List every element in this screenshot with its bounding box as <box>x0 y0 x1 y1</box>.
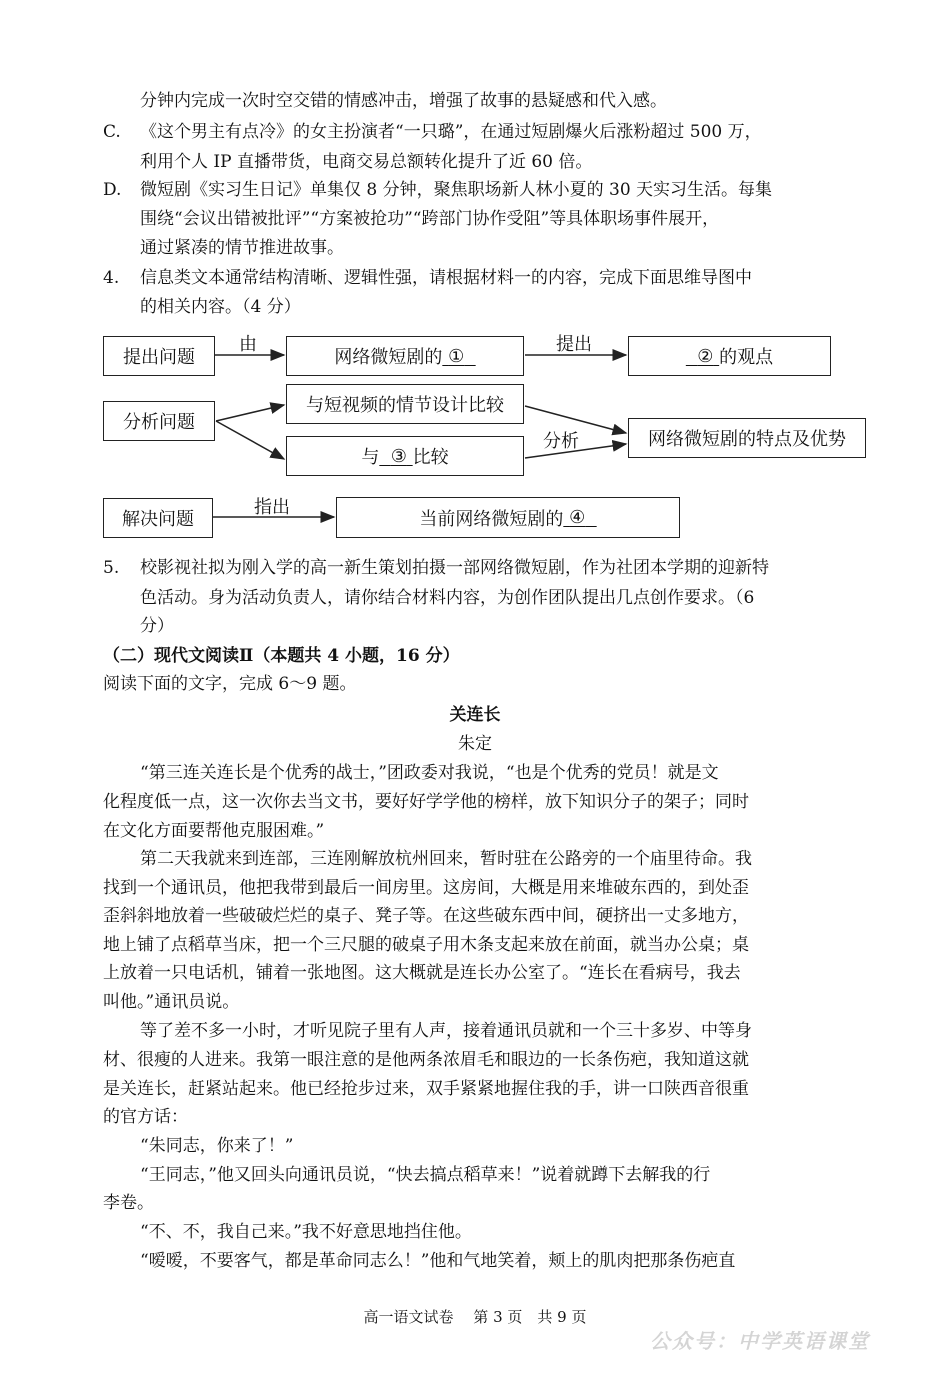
page-footer: 高一语文试卷 第 3 页 共 9 页 <box>363 1308 587 1326</box>
story-line: 叫他。”通讯员说。 <box>103 992 240 1012</box>
story-line: 找到一个通讯员，他把我带到最后一间房里。这房间，大概是用来堆破东西的，到处歪 <box>103 878 749 898</box>
q4-line: 信息类文本通常结构清晰、逻辑性强，请根据材料一的内容，完成下面思维导图中 <box>140 268 752 288</box>
label-by: 由 <box>239 334 257 355</box>
story-line: 化程度低一点，这一次你去当文书，要好好学学他的榜样，放下知识分子的架子；同时 <box>103 792 749 812</box>
section-instruction: 阅读下面的文字，完成 6～9 题。 <box>103 674 357 694</box>
story-line: 材、很瘦的人进来。我第一眼注意的是他两条浓眉毛和眼边的一长条伤疤，我知道这就 <box>103 1050 749 1070</box>
label-point-out: 指出 <box>254 497 290 518</box>
story-author: 朱定 <box>458 734 492 754</box>
intro-line: 分钟内完成一次时空交错的情感冲击，增强了故事的悬疑感和代入感。 <box>140 91 667 111</box>
blank2-slot: ② <box>697 345 714 367</box>
label-propose: 提出 <box>556 334 592 355</box>
blank4-slot: ④ <box>569 507 586 528</box>
watermark: 公众号：中学英语课堂 <box>650 1329 870 1353</box>
box-blank4 <box>336 497 680 538</box>
label-analysis: 分析 <box>543 431 579 452</box>
story-line: “嗳嗳，不要客气，都是革命同志么！”他和气地笑着，颊上的肌肉把那条伤疤直 <box>140 1251 736 1271</box>
q5-number: 5. <box>103 558 120 578</box>
q5-line: 校影视社拟为刚入学的高一新生策划拍摄一部网络微短剧，作为社团本学期的迎新特 <box>140 558 769 578</box>
blank3-prefix: 与 <box>361 447 380 468</box>
blank3-suffix: 比较 <box>412 447 449 468</box>
box-raise-label: 提出问题 <box>123 347 195 368</box>
blank1-prefix: 网络微短剧的 <box>334 347 443 368</box>
story-line: 地上铺了点稻草当床，把一个三尺腿的破桌子用木条支起来放在前面，就当办公桌；桌 <box>103 935 749 955</box>
story-line: 是关连长，赶紧站起来。他已经抢步过来，双手紧紧地握住我的手，讲一口陕西音很重 <box>103 1079 749 1099</box>
option-c-label: C. <box>103 122 121 142</box>
q4-number: 4. <box>103 268 120 288</box>
option-d-label: D. <box>103 180 122 200</box>
story-line: 李卷。 <box>103 1193 154 1213</box>
box-raise-question <box>103 336 215 376</box>
q5-line: 色活动。身为活动负责人，请你结合材料内容，为创作团队提出几点创作要求。（6 <box>140 588 755 608</box>
story-line: “第三连关连长是个优秀的战士，”团政委对我说，“也是个优秀的党员！就是文 <box>140 763 719 783</box>
story-line: “不、不，我自己来。”我不好意思地挡住他。 <box>140 1222 472 1242</box>
story-line: 等了差不多一小时，才听见院子里有人声，接着通讯员就和一个三十多岁、中等身 <box>140 1021 752 1041</box>
q5-line: 分） <box>140 616 174 636</box>
option-c-line: 利用个人 IP 直播带货，电商交易总额转化提升了近 60 倍。 <box>140 152 593 172</box>
option-d-line: 围绕“会议出错被批评”“方案被抢功”“跨部门协作受阻”等具体职场事件展开， <box>140 209 720 229</box>
story-line: 的官方话： <box>103 1107 188 1127</box>
story-line: “王同志，”他又回头向通讯员说，“快去搞点稻草来！”说着就蹲下去解我的行 <box>140 1165 711 1185</box>
story-line: 上放着一只电话机，铺着一张地图。这大概就是连长办公室了。“连长在看病号，我去 <box>103 963 741 983</box>
box-analyze-label: 分析问题 <box>123 412 195 433</box>
features-label: 网络微短剧的特点及优势 <box>648 429 846 450</box>
story-line: “朱同志，你来了！” <box>140 1136 294 1156</box>
box-blank1 <box>286 336 524 376</box>
blank4-prefix: 当前网络微短剧的 <box>419 508 564 530</box>
box-compare-video <box>286 384 524 424</box>
option-d-line: 通过紧凑的情节推进故事。 <box>140 238 344 258</box>
box-solve-label: 解决问题 <box>122 509 194 530</box>
box-solve-question <box>103 498 213 538</box>
section-title: （二）现代文阅读Ⅱ（本题共 4 小题，16 分） <box>103 646 460 666</box>
story-line: 在文化方面要帮他克服困难。” <box>103 821 325 841</box>
q4-line: 的相关内容。（4 分） <box>140 297 301 317</box>
box-features <box>628 418 866 458</box>
box-blank3 <box>286 436 524 476</box>
blank2-suffix: 的观点 <box>719 347 774 368</box>
story-title: 关连长 <box>449 705 501 725</box>
arrow-analyze-up <box>216 405 284 421</box>
story-line: 第二天我就来到连部，三连刚解放杭州回来，暂时驻在公路旁的一个庙里待命。我 <box>140 849 752 869</box>
blank1-slot: ① <box>448 345 465 367</box>
option-d-line: 微短剧《实习生日记》单集仅 8 分钟，聚焦职场新人林小夏的 30 天实习生活。每集 <box>140 180 773 200</box>
box-blank2 <box>628 336 831 376</box>
box-analyze-question <box>103 401 215 441</box>
compare-video-label: 与短视频的情节设计比较 <box>306 395 504 416</box>
story-line: 歪斜斜地放着一些破破烂烂的桌子、凳子等。在这些破东西中间，硬挤出一丈多地方， <box>103 906 749 926</box>
diagram-arrows <box>0 0 950 560</box>
option-c-line: 《这个男主有点冷》的女主扮演者“一只璐”，在通过短剧爆火后涨粉超过 500 万， <box>140 122 762 142</box>
arrow-analyze-down <box>216 421 284 459</box>
blank3-slot: ③ <box>390 445 407 467</box>
